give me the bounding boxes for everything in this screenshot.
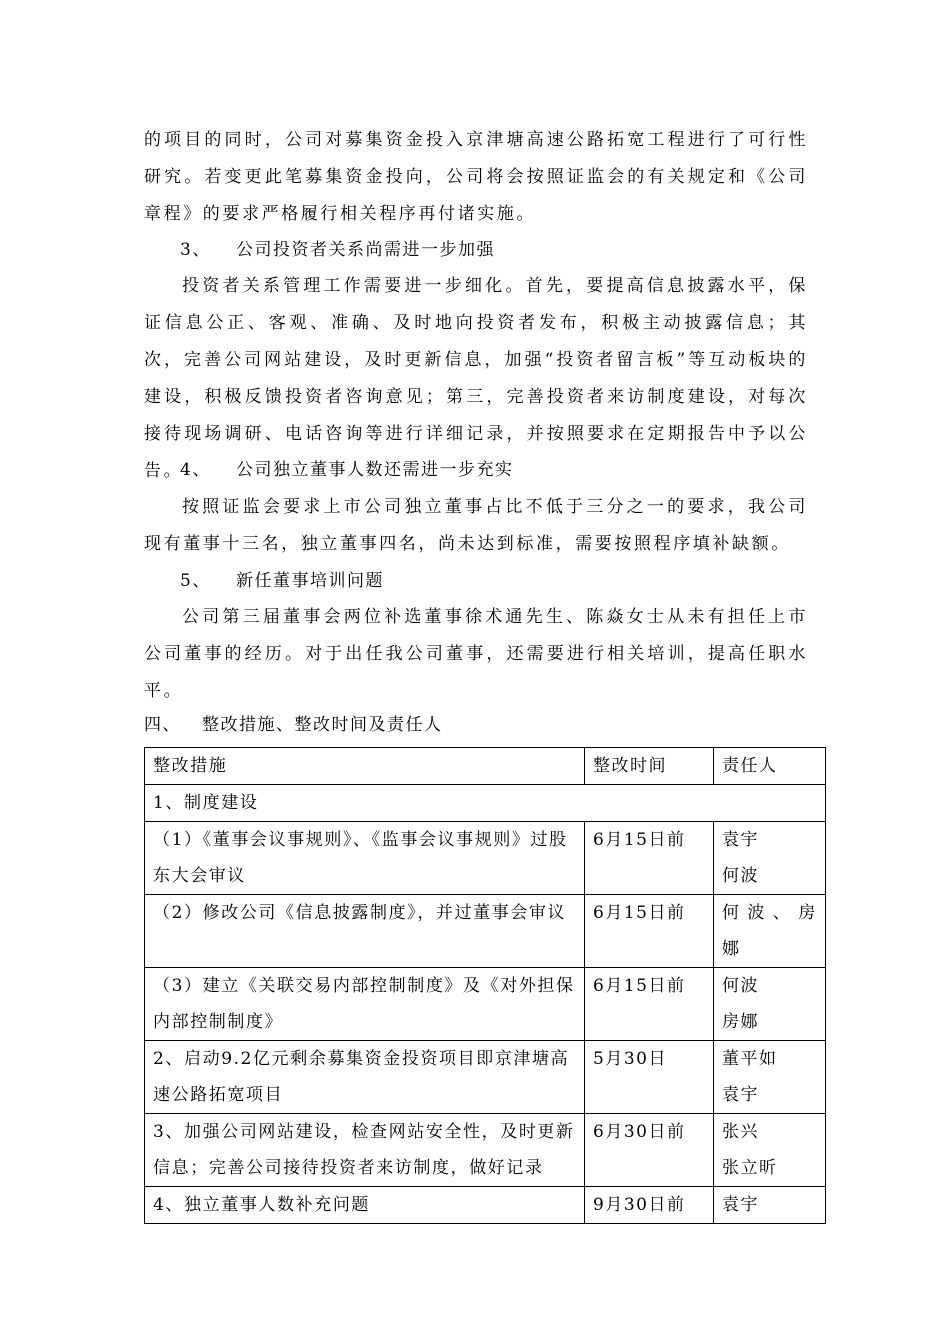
time-cell: 5月30日	[585, 1041, 714, 1114]
heading-independent-directors	[180, 452, 514, 489]
responsible-name: 张立昕	[722, 1158, 778, 1178]
measure-cell: 4、独立董事人数补充问题	[145, 1187, 585, 1224]
responsible-name: 何 波 、 房	[722, 903, 817, 923]
table-row	[145, 895, 826, 968]
heading-number: 5、	[180, 571, 211, 591]
responsible-cell	[714, 968, 826, 1041]
heading-text: 新任董事培训问题	[236, 571, 384, 591]
responsible-name: 袁宇	[722, 1195, 759, 1215]
rectification-table	[144, 747, 826, 1224]
section-title-text: 整改措施、整改时间及责任人	[202, 715, 443, 735]
measure-cell: （2）修改公司《信息披露制度》，并过董事会审议	[145, 895, 585, 968]
paragraph-fundraising-change: 的项目的同时，公司对募集资金投入京津塘高速公路拓宽工程进行了可行性研究。若变更此笔募集资金投向，公司将会按照证监会的有关规定和《公司章程》的要求严格履行相关程序再付诸实施。	[144, 130, 808, 224]
responsible-name: 袁宇	[722, 1085, 759, 1105]
time-cell: 9月30日前	[585, 1187, 714, 1224]
section-number: 四、	[144, 715, 181, 735]
time-cell: 6月15日前	[585, 895, 714, 968]
time-cell: 6月15日前	[585, 822, 714, 895]
measure-cell: 2、启动9.2亿元剩余募集资金投资项目即京津塘高速公路拓宽项目	[145, 1041, 585, 1114]
heading-number: 3、	[180, 240, 211, 260]
responsible-cell	[714, 1041, 826, 1114]
heading-director-training	[180, 563, 384, 600]
heading-investor-relations	[180, 232, 495, 269]
responsible-name: 张兴	[722, 1122, 759, 1142]
table-row	[145, 1041, 826, 1114]
responsible-cell	[714, 1114, 826, 1187]
responsible-name: 何波	[722, 866, 759, 886]
time-cell: 6月30日前	[585, 1114, 714, 1187]
responsible-name: 董平如	[722, 1049, 778, 1069]
heading-text: 公司独立董事人数还需进一步充实	[236, 460, 514, 480]
header-time: 整改时间	[585, 748, 714, 785]
measure-cell: （3）建立《关联交易内部控制制度》及《对外担保内部控制制度》	[145, 968, 585, 1041]
paragraph-investor-relations: 投资者关系管理工作需要进一步细化。首先，要提高信息披露水平，保证信息公正、客观、准确、及时地向投资者发布，积极主动披露信息；其次，完善公司网站建设，及时更新信息，加强“投资者留言板”等互动板块的建设，积极反馈投资者咨询意见；第三，完善投资者来访制度建设，对每次接待现场调研、电话咨询等进行详细记录，并按照要求在定期报告中予以公告。	[144, 276, 808, 481]
table-row	[145, 968, 826, 1041]
responsible-name: 房娜	[722, 1012, 759, 1032]
paragraph-director-training: 公司第三届董事会两位补选董事徐术通先生、陈焱女士从未有担任上市公司董事的经历。对于出任我公司董事，还需要进行相关培训，提高任职水平。	[144, 607, 808, 701]
measure-cell: 3、加强公司网站建设，检查网站安全性，及时更新信息；完善公司接待投资者来访制度，做好记录	[145, 1114, 585, 1187]
table-group-row	[145, 785, 826, 822]
header-measure: 整改措施	[145, 748, 585, 785]
table-row	[145, 1187, 826, 1224]
table-row	[145, 1114, 826, 1187]
paragraph-independent-directors: 按照证监会要求上市公司独立董事占比不低于三分之一的要求，我公司现有董事十三名，独立董事四名，尚未达到标准，需要按照程序填补缺额。	[144, 497, 808, 554]
responsible-cell	[714, 1187, 826, 1224]
responsible-cell	[714, 822, 826, 895]
responsible-name: 袁宇	[722, 830, 759, 850]
measure-cell: （1）《董事会议事规则》、《监事会议事规则》过股东大会审议	[145, 822, 585, 895]
responsible-name: 何波	[722, 976, 759, 996]
heading-text: 公司投资者关系尚需进一步加强	[236, 240, 495, 260]
table-header-row	[145, 748, 826, 785]
heading-number: 4、	[180, 460, 211, 480]
table-row	[145, 822, 826, 895]
group-system-building: 1、制度建设	[145, 785, 826, 822]
responsible-cell	[714, 895, 826, 968]
header-responsible: 责任人	[714, 748, 826, 785]
responsible-name: 娜	[722, 939, 741, 959]
section-title-rectification	[144, 710, 443, 740]
time-cell: 6月15日前	[585, 968, 714, 1041]
